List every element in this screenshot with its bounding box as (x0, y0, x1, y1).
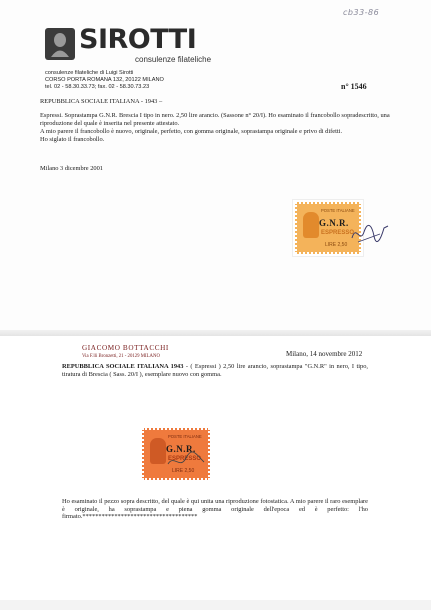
stamp-top-text: POSTE ITALIANE (168, 434, 202, 439)
portrait-icon (150, 438, 166, 464)
signature-icon (350, 222, 390, 251)
opinion-paragraph: Ho esaminato il pezzo sopra descritto, del quale è qui unita una riproduzione fotostatica. A mio parere il raro esemplare è originale, ha soprastampa e piena gomma originale dell'epoca ed è perfetto: l'ho firmato.************************************ (62, 498, 368, 521)
handwritten-note: cb33-86 (343, 8, 380, 17)
expert-address: Via F.lli Bronzetti, 21 - 20129 MILANO (82, 354, 160, 359)
stamp-middle-text: ESPRESSO (168, 456, 202, 462)
sirotti-logo (45, 24, 265, 64)
description-paragraph: Espressi. Soprastampa G.N.R. Brescia I tipo in nero. 2,50 lire arancio. (Sassone n° 20/I). Ho esaminato il francobollo sopradescritto, una riproduzione del quale è inserita nel presente attestato. (40, 112, 390, 127)
address-line: CORSO PORTA ROMANA 132, 20122 MILANO (45, 77, 164, 83)
certificate-heading: REPUBBLICA SOCIALE ITALIANA 1943 (62, 363, 184, 370)
opinion-paragraph: A mio parere il francobollo è nuovo, originale, perfetto, con gomma originale, soprastampa originale e privo di difetti. (40, 128, 343, 135)
stamp-overprint: G.N.R. (319, 218, 349, 228)
portrait-icon (303, 212, 319, 238)
stamp-middle-text: ESPRESSO (321, 230, 355, 236)
description-paragraph (62, 363, 368, 378)
brand-subtitle: consulenze filateliche (135, 55, 212, 64)
address-line: tel. 02 - 58.30.33.73; fax. 02 - 58.30.73.23 (45, 84, 150, 90)
certificate-date: Milano 3 dicembre 2001 (40, 165, 104, 172)
signature-icon (166, 450, 206, 474)
divider (0, 330, 431, 336)
certificate-number: n° 1546 (341, 82, 367, 91)
page-edge (0, 600, 431, 610)
certificate-date: Milano, 14 novembre 2012 (286, 350, 363, 358)
seal-icon (45, 28, 75, 60)
description-text: - ( Espressi ) 2,50 lire arancio, soprastampa "G.N.R" in nero, I tipo, tiratura di Brescia ( Sass. 20/I ), esemplare nuovo con gomma. (62, 363, 368, 378)
brand-name: SIROTTI (79, 24, 197, 55)
stamp-value: LIRE 2,50 (325, 242, 348, 248)
certificate-heading: REPUBBLICA SOCIALE ITALIANA - 1943 – (40, 98, 163, 105)
address-block (45, 70, 164, 91)
expert-name: GIACOMO BOTTACCHI (82, 344, 169, 352)
certificate-body (40, 98, 390, 144)
signed-paragraph: Ho siglato il francobollo. (40, 136, 105, 143)
stamp-overprint: G.N.R. (166, 444, 196, 454)
stamp-top-text: POSTE ITALIANE (321, 208, 355, 213)
stamp-value: LIRE 2,50 (172, 468, 195, 474)
address-line: consulenze filateliche di Luigi Sirotti (45, 70, 134, 76)
bottacchi-certificate (62, 344, 368, 559)
